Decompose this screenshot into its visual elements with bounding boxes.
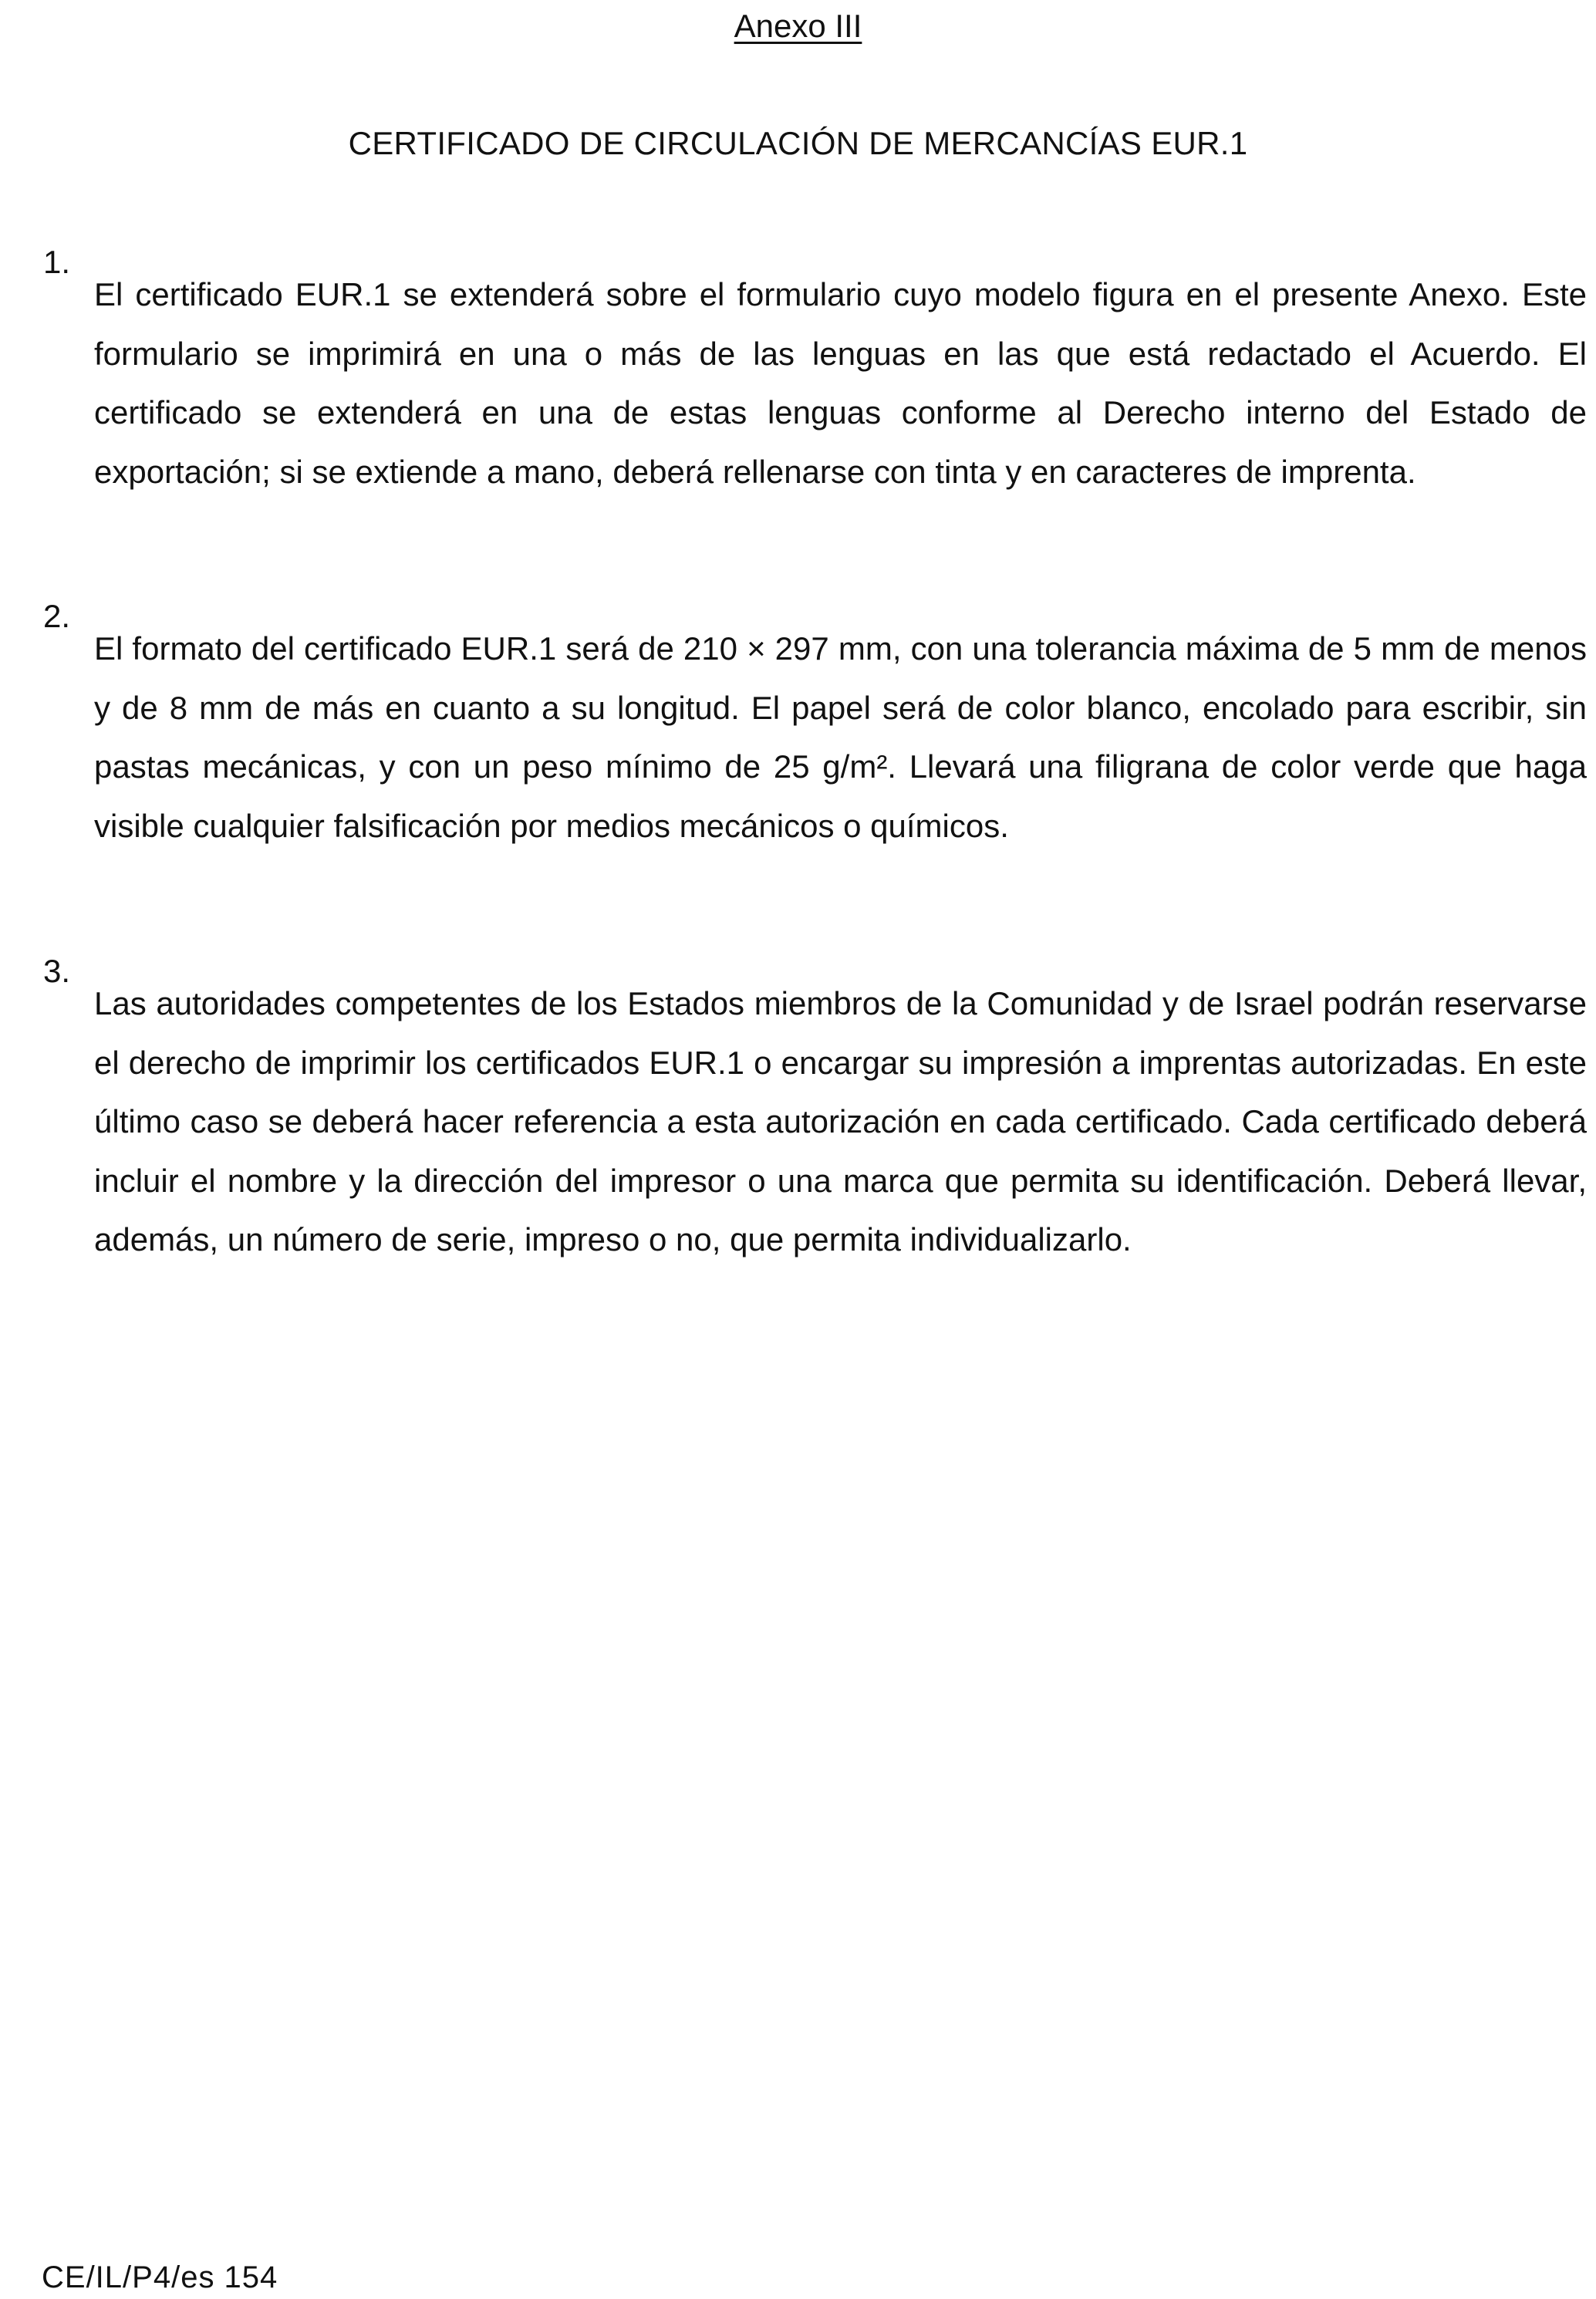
paragraph-number: 3. <box>43 953 71 989</box>
paragraph-text: Las autoridades competentes de los Estados miembros de la Comunidad y de Israel podrán reservarse el derecho de imprimir los certificados EUR.1 o encargar su impresión a imprentas autorizadas. En este último caso se deberá hacer referencia a esta autorización en cada certificado. Cada certificado deberá incluir el nombre y la dirección del impresor o una marca que permita su identificación. Deberá llevar, además, un número de serie, impreso o no, que permita individualizarlo. <box>94 985 1587 1258</box>
paragraph-number: 2. <box>43 598 71 634</box>
annex-title <box>0 6 1596 46</box>
footer-reference: CE/IL/P4/es 154 <box>42 2260 278 2294</box>
document-heading: CERTIFICADO DE CIRCULACIÓN DE MERCANCÍAS EUR.1 <box>348 125 1248 161</box>
paragraph-text: El certificado EUR.1 se extenderá sobre el formulario cuyo modelo figura en el presente Anexo. Este formulario se imprimirá en una o más de las lenguas en las que está redactado el Acuerdo. El certificado se extenderá en una de estas lenguas conforme al Derecho interno del Estado de exportación; si se extiende a mano, deberá rellenarse con tinta y en caracteres de imprenta. <box>94 276 1587 490</box>
annex-title-text: Anexo III <box>734 8 862 44</box>
paragraph-number: 1. <box>43 244 71 280</box>
paragraph-text: El formato del certificado EUR.1 será de 210 × 297 mm, con una tolerancia máxima de 5 mm de menos y de 8 mm de más en cuanto a su longitud. El papel será de color blanco, encolado para escribir, sin pastas mecánicas, y con un peso mínimo de 25 g/m². Llevará una filigrana de color verde que haga visible cualquier falsificación por medios mecánicos o químicos. <box>94 630 1587 844</box>
